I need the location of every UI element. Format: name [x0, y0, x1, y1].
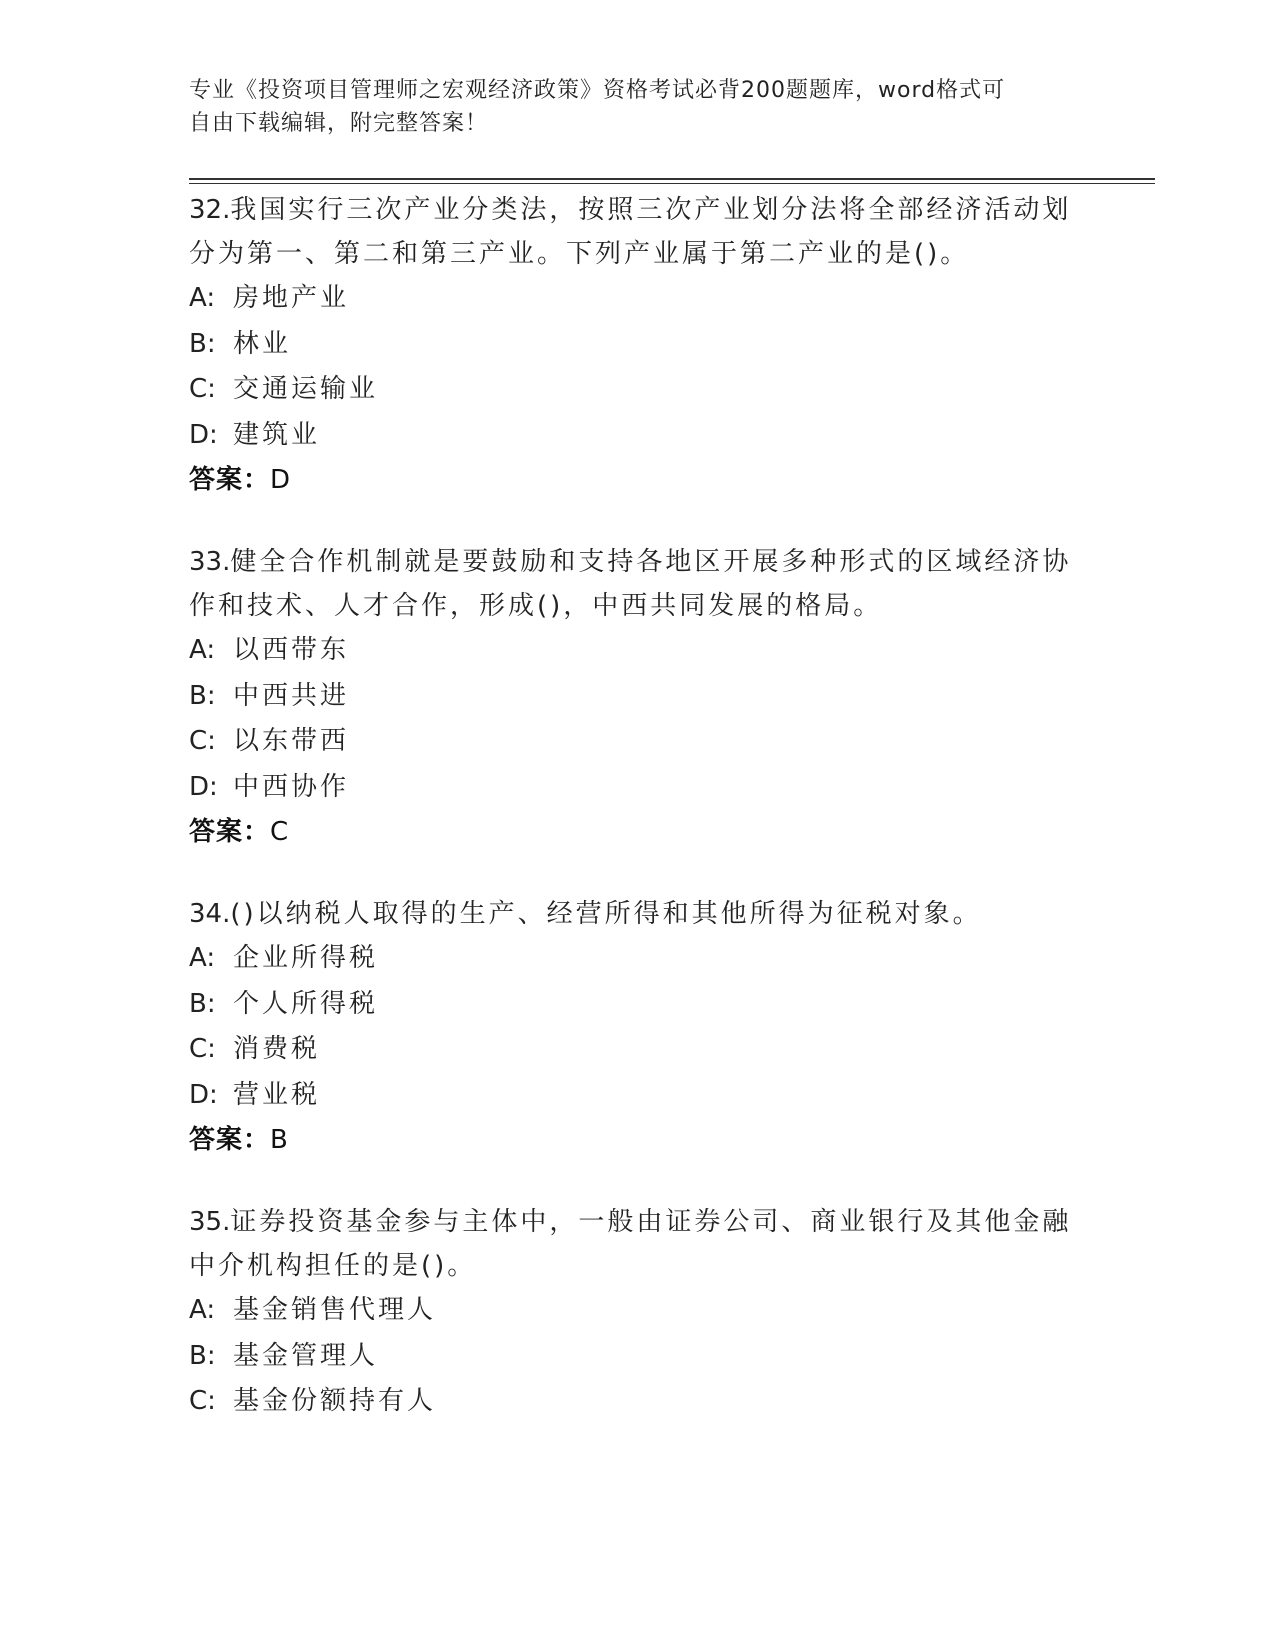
option-a — [189, 1288, 1089, 1334]
answer-value: D — [270, 465, 291, 495]
stem-text: 我国实行三次产业分类法，按照三次产业划分法将全部经济活动划 — [230, 195, 1072, 225]
option-a — [189, 936, 1089, 982]
question-stem — [189, 188, 1089, 276]
question-32 — [189, 188, 1089, 502]
stem-line — [189, 188, 1089, 232]
stem-text: 证券投资基金参与主体中，一般由证券公司、商业银行及其他金融 — [230, 1207, 1072, 1237]
question-number: 34. — [189, 899, 231, 929]
option-text: 基金管理人 — [233, 1340, 379, 1371]
answer-line — [189, 458, 1089, 502]
question-35 — [189, 1200, 1089, 1425]
answer-value: B — [270, 1125, 288, 1155]
option-text: 以东带西 — [233, 726, 350, 756]
option-text: 交通运输业 — [233, 374, 379, 404]
option-text: 基金份额持有人 — [233, 1386, 437, 1416]
header-line-1: 专业《投资项目管理师之宏观经济政策》资格考试必背200题题库，word格式可 — [189, 78, 1006, 103]
option-a — [189, 628, 1089, 674]
answer-label: 答案： — [189, 817, 271, 847]
answer-label: 答案： — [189, 1125, 271, 1155]
option-key: C: — [189, 726, 216, 756]
question-stem — [189, 540, 1089, 628]
stem-line — [189, 892, 1089, 936]
option-text: 房地产业 — [233, 283, 350, 313]
question-number: 35. — [189, 1207, 231, 1237]
option-c — [189, 719, 1089, 765]
option-key: C: — [189, 1034, 216, 1064]
option-text: 中西协作 — [233, 771, 350, 802]
option-b — [189, 982, 1089, 1028]
option-text: 消费税 — [233, 1034, 321, 1064]
stem-line — [189, 540, 1089, 584]
option-key: D: — [189, 419, 218, 450]
option-key: B: — [189, 328, 216, 359]
option-d — [189, 413, 1089, 459]
answer-line — [189, 1118, 1089, 1162]
option-key: A: — [189, 1295, 216, 1325]
question-34 — [189, 892, 1089, 1162]
option-b — [189, 322, 1089, 368]
option-text: 个人所得税 — [233, 988, 379, 1019]
header-line-2: 自由下载编辑，附完整答案！ — [189, 111, 489, 136]
stem-line: 作和技术、人才合作，形成()，中西共同发展的格局。 — [189, 591, 883, 621]
option-text: 企业所得税 — [233, 943, 379, 973]
option-c — [189, 367, 1089, 413]
option-a — [189, 276, 1089, 322]
option-b — [189, 674, 1089, 720]
question-number: 32. — [189, 195, 231, 225]
option-key: C: — [189, 1386, 216, 1416]
document-header — [189, 74, 1089, 140]
stem-text: 健全合作机制就是要鼓励和支持各地区开展多种形式的区域经济协 — [230, 547, 1072, 577]
question-number: 33. — [189, 547, 231, 577]
answer-line — [189, 810, 1089, 854]
option-key: B: — [189, 1340, 216, 1371]
option-c — [189, 1027, 1089, 1073]
option-key: B: — [189, 988, 216, 1019]
option-text: 以西带东 — [233, 635, 350, 665]
option-text: 基金销售代理人 — [233, 1295, 437, 1325]
option-b — [189, 1334, 1089, 1380]
option-key: D: — [189, 771, 218, 802]
header-divider-thick — [189, 178, 1155, 180]
option-text: 中西共进 — [233, 680, 350, 711]
stem-line — [189, 1200, 1089, 1244]
question-stem — [189, 1200, 1089, 1288]
option-text: 建筑业 — [233, 419, 321, 450]
option-d — [189, 1073, 1089, 1119]
answer-value: C — [270, 817, 289, 847]
option-key: C: — [189, 374, 216, 404]
option-key: A: — [189, 635, 216, 665]
option-key: A: — [189, 943, 216, 973]
question-list — [189, 188, 1089, 1463]
stem-line: 中介机构担任的是()。 — [189, 1251, 477, 1281]
option-text: 林业 — [233, 328, 292, 359]
question-33 — [189, 540, 1089, 854]
option-d — [189, 765, 1089, 811]
header-divider-thin — [189, 183, 1155, 184]
option-key: B: — [189, 680, 216, 711]
stem-text: ()以纳税人取得的生产、经营所得和其他所得为征税对象。 — [230, 899, 982, 929]
stem-line: 分为第一、第二和第三产业。下列产业属于第二产业的是()。 — [189, 239, 970, 269]
question-stem — [189, 892, 1089, 936]
option-c — [189, 1379, 1089, 1425]
answer-label: 答案： — [189, 465, 271, 495]
option-key: D: — [189, 1079, 218, 1110]
option-text: 营业税 — [233, 1079, 321, 1110]
option-key: A: — [189, 283, 216, 313]
